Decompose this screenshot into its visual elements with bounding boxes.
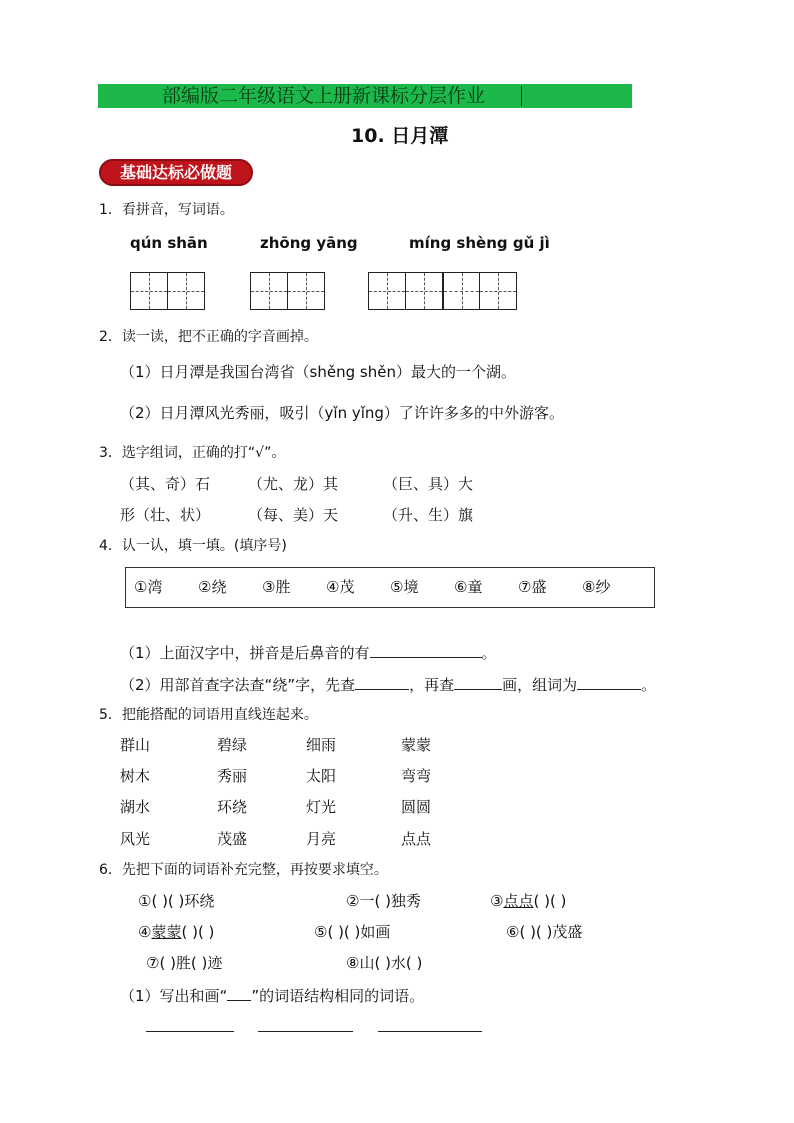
idiom-item: ⑧山( )水( ) — [346, 954, 423, 972]
answer-blank[interactable] — [355, 675, 409, 690]
character-item: ⑦盛 — [518, 578, 547, 596]
idiom-num: ④ — [138, 923, 152, 941]
item-text: （2）用部首查字法查“绕”字，先查 — [120, 676, 356, 694]
match-word: 圆圆 — [401, 798, 432, 816]
question-4-item-2 — [120, 675, 656, 694]
choice-item: （每、美）天 — [248, 506, 339, 524]
answer-line[interactable] — [258, 1030, 353, 1032]
pinyin-1: qún shān — [130, 234, 208, 252]
answer-blank[interactable] — [454, 675, 502, 690]
match-word: 风光 — [120, 830, 151, 848]
match-word: 细雨 — [306, 736, 337, 754]
section-label: 基础达标必做题 — [99, 159, 253, 186]
choice-item: （升、生）旗 — [383, 506, 474, 524]
writing-grid-3[interactable] — [368, 272, 517, 310]
page-title: 10. 日月潭 — [351, 125, 449, 147]
item-text: 。 — [481, 644, 497, 662]
item-text: （1）写出和画“ — [120, 987, 228, 1005]
match-word: 湖水 — [120, 798, 151, 816]
writing-cell[interactable] — [287, 272, 325, 310]
idiom-num: ③ — [490, 892, 504, 910]
question-2-item-2: （2）日月潭风光秀丽，吸引（yǐn yǐng）了许许多多的中外游客。 — [120, 404, 564, 422]
match-word: 点点 — [401, 830, 432, 848]
idiom-item — [490, 892, 566, 910]
question-3-prompt: 3．选字组词，正确的打“√”。 — [99, 445, 286, 461]
idiom-blanks: ( )( ) — [533, 892, 567, 910]
idiom-item: ⑤( )( )如画 — [314, 923, 391, 941]
match-word: 灯光 — [306, 798, 337, 816]
item-text: ”的词语结构相同的词语。 — [251, 987, 425, 1005]
question-2-prompt: 2．读一读，把不正确的字音画掉。 — [99, 329, 318, 345]
character-item: ③胜 — [262, 578, 291, 596]
writing-grid-2[interactable] — [250, 272, 325, 310]
question-6-item-1 — [120, 986, 424, 1005]
idiom-item: ②一( )独秀 — [346, 892, 421, 910]
pinyin-3: míng shèng gǔ jì — [409, 234, 550, 252]
underlined-word: 蒙蒙 — [151, 923, 182, 941]
question-1-prompt: 1．看拼音，写词语。 — [99, 202, 234, 218]
match-word: 树木 — [120, 767, 151, 785]
writing-cell[interactable] — [442, 272, 480, 310]
character-item: ①湾 — [134, 578, 163, 596]
match-word: 月亮 — [306, 830, 337, 848]
banner-title: 部编版二年级语文上册新课标分层作业 — [162, 85, 486, 107]
writing-grid-1[interactable] — [130, 272, 205, 310]
idiom-item: ⑥( )( )茂盛 — [506, 923, 583, 941]
answer-blank[interactable] — [577, 675, 641, 690]
choice-item: 形（壮、状） — [120, 506, 211, 524]
idiom-item — [138, 923, 214, 941]
character-item: ②绕 — [198, 578, 227, 596]
question-4-prompt: 4．认一认，填一填。(填序号) — [99, 538, 287, 554]
match-word: 群山 — [120, 736, 151, 754]
match-word: 太阳 — [306, 767, 337, 785]
match-word: 蒙蒙 — [401, 736, 432, 754]
item-text: （1）上面汉字中，拼音是后鼻音的有 — [120, 644, 370, 662]
match-word: 茂盛 — [217, 830, 248, 848]
item-text: ，再查 — [409, 676, 455, 694]
match-word: 秀丽 — [217, 767, 248, 785]
idiom-item: ⑦( )胜( )迹 — [146, 954, 223, 972]
match-word: 碧绿 — [217, 736, 248, 754]
choice-item: （巨、具）大 — [383, 475, 474, 493]
match-word: 弯弯 — [401, 767, 432, 785]
pinyin-2: zhōng yāng — [260, 234, 358, 252]
character-item: ⑤境 — [390, 578, 419, 596]
answer-line[interactable] — [378, 1030, 482, 1032]
item-text: 。 — [641, 676, 657, 694]
character-item: ⑥童 — [454, 578, 483, 596]
question-6-prompt: 6．先把下面的词语补充完整，再按要求填空。 — [99, 862, 388, 878]
character-list — [134, 576, 646, 597]
underlined-word: 点点 — [503, 892, 534, 910]
item-text: 画，组词为 — [502, 676, 578, 694]
character-item: ⑧纱 — [582, 578, 611, 596]
character-item: ④茂 — [326, 578, 355, 596]
writing-cell[interactable] — [250, 272, 288, 310]
choice-item: （尤、龙）其 — [248, 475, 339, 493]
idiom-blanks: ( )( ) — [181, 923, 215, 941]
writing-cell[interactable] — [130, 272, 168, 310]
writing-cell[interactable] — [405, 272, 443, 310]
question-2-item-1: （1）日月潭是我国台湾省（shěng shěn）最大的一个湖。 — [120, 363, 516, 381]
question-5-prompt: 5．把能搭配的词语用直线连起来。 — [99, 707, 318, 723]
answer-blank[interactable] — [370, 643, 482, 658]
answer-line[interactable] — [146, 1030, 234, 1032]
banner-divider — [521, 86, 522, 106]
writing-cell[interactable] — [167, 272, 205, 310]
question-4-item-1 — [120, 643, 497, 662]
choice-item: （其、奇）石 — [120, 475, 211, 493]
idiom-item: ①( )( )环绕 — [138, 892, 215, 910]
underline-sample — [227, 986, 251, 1001]
writing-cell[interactable] — [368, 272, 406, 310]
match-word: 环绕 — [217, 798, 248, 816]
writing-cell[interactable] — [479, 272, 517, 310]
